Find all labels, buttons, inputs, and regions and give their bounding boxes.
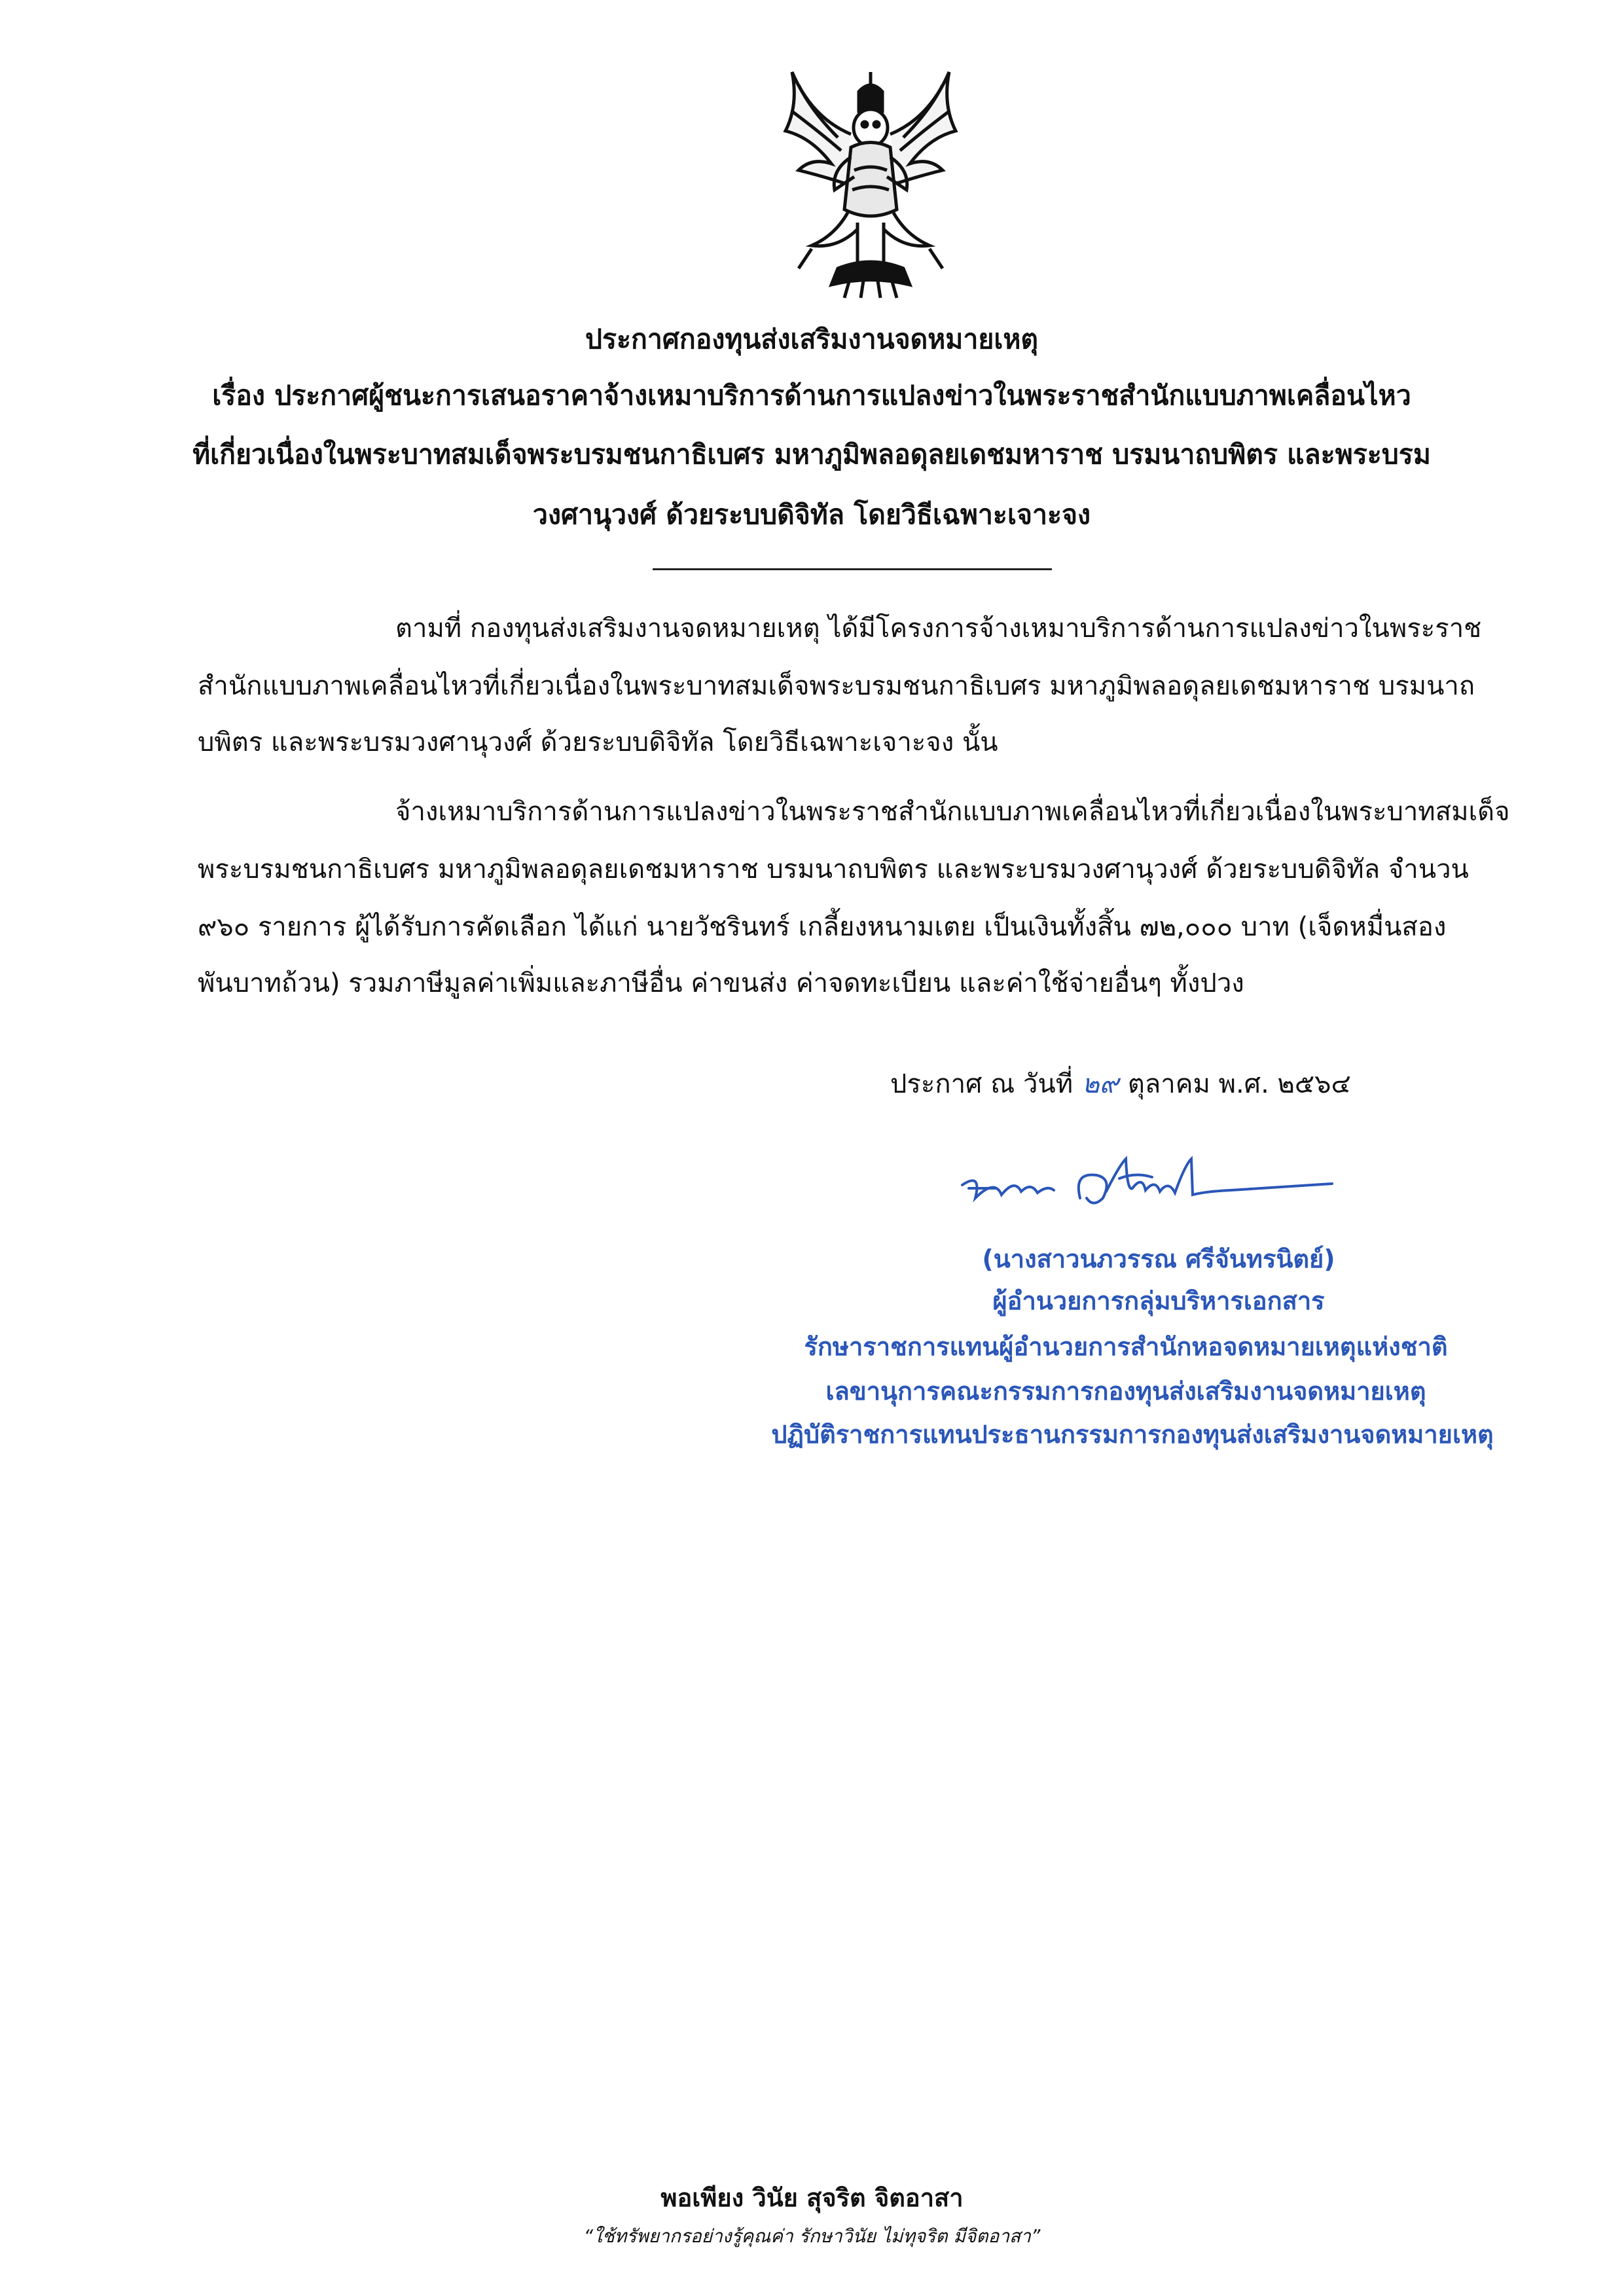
title-divider (653, 568, 1052, 570)
signatory-title-4: ปฏิบัติราชการแทนประธานกรรมการกองทุนส่งเสริมงานจดหมายเหตุ (771, 1420, 1494, 1449)
subject-line-2: ที่เกี่ยวเนื่องในพระบาทสมเด็จพระบรมชนกาธิเบศร มหาภูมิพลอดุลยเดชมหาราช บรมนาถบพิตร และพระบรม (192, 439, 1431, 470)
date-prefix: ประกาศ ณ วันที่ (890, 1069, 1074, 1099)
subject-line-3: วงศานุวงศ์ ด้วยระบบดิจิทัล โดยวิธีเฉพาะเจาะจง (532, 499, 1091, 530)
date-rest: ตุลาคม พ.ศ. ๒๕๖๔ (1127, 1069, 1351, 1099)
announcement-date (890, 1065, 1351, 1104)
para2-line1: จ้างเหมาบริการด้านการแปลงข่าวในพระราชสำนักแบบภาพเคลื่อนไหวที่เกี่ยวเนื่องในพระบาทสมเด็จ (395, 797, 1510, 827)
para2-line3: ๙๖๐ รายการ ผู้ได้รับการคัดเลือก ได้แก่ นายวัชรินทร์ เกลี้ยงหนามเตย เป็นเงินทั้งสิ้น ๗๒,๐๐๐ บาท (เจ็ดหมื่นสอง (198, 912, 1447, 942)
signatory-name: (นางสาวนภวรรณ ศรีจันทรนิตย์) (982, 1245, 1335, 1273)
signatory-title-1: ผู้อำนวยการกลุ่มบริหารเอกสาร (992, 1286, 1325, 1315)
signatory-title-2: รักษาราชการแทนผู้อำนวยการสำนักหอจดหมายเหตุแห่งชาติ (804, 1332, 1448, 1361)
para1-line3: บพิตร และพระบรมวงศานุวงศ์ ด้วยระบบดิจิทัล โดยวิธีเฉพาะเจาะจง นั้น (198, 727, 998, 757)
date-day: ๒๙ (1082, 1069, 1119, 1099)
para1-line1: ตามที่ กองทุนส่งเสริมงานจดหมายเหตุ ได้มีโครงการจ้างเหมาบริการด้านการแปลงข่าวในพระราช (395, 613, 1482, 644)
para2-line4: พันบาทถ้วน) รวมภาษีมูลค่าเพิ่มและภาษีอื่น ค่าขนส่ง ค่าจดทะเบียน และค่าใช้จ่ายอื่นๆ ทั้งปวง (198, 968, 1244, 998)
signatory-title-3: เลขานุการคณะกรรมการกองทุนส่งเสริมงานจดหมายเหตุ (825, 1377, 1426, 1406)
para2-line2: พระบรมชนกาธิเบศร มหาภูมิพลอดุลยเดชมหาราช บรมนาถบพิตร และพระบรมวงศานุวงศ์ ด้วยระบบดิจิทัล จำนวน (198, 854, 1469, 884)
para1-line2: สำนักแบบภาพเคลื่อนไหวที่เกี่ยวเนื่องในพระบาทสมเด็จพระบรมชนกาธิเบศร มหาภูมิพลอดุลยเดชมหาราช บรมนาถ (198, 671, 1475, 701)
footer-quote: “ใช้ทรัพยากรอย่างรู้คุณค่า รักษาวินัย ไม่ทุจริต มีจิตอาสา” (583, 2225, 1041, 2247)
footer-motto: พอเพียง วินัย สุจริต จิตอาสา (660, 2183, 964, 2212)
garuda-emblem-icon (772, 59, 969, 301)
subject-line-1: เรื่อง ประกาศผู้ชนะการเสนอราคาจ้างเหมาบริการด้านการแปลงข่าวในพระราชสำนักแบบภาพเคลื่อนไหว (212, 380, 1411, 411)
handwritten-signature (956, 1152, 1335, 1224)
agency-title: ประกาศกองทุนส่งเสริมงานจดหมายเหตุ (585, 323, 1039, 355)
